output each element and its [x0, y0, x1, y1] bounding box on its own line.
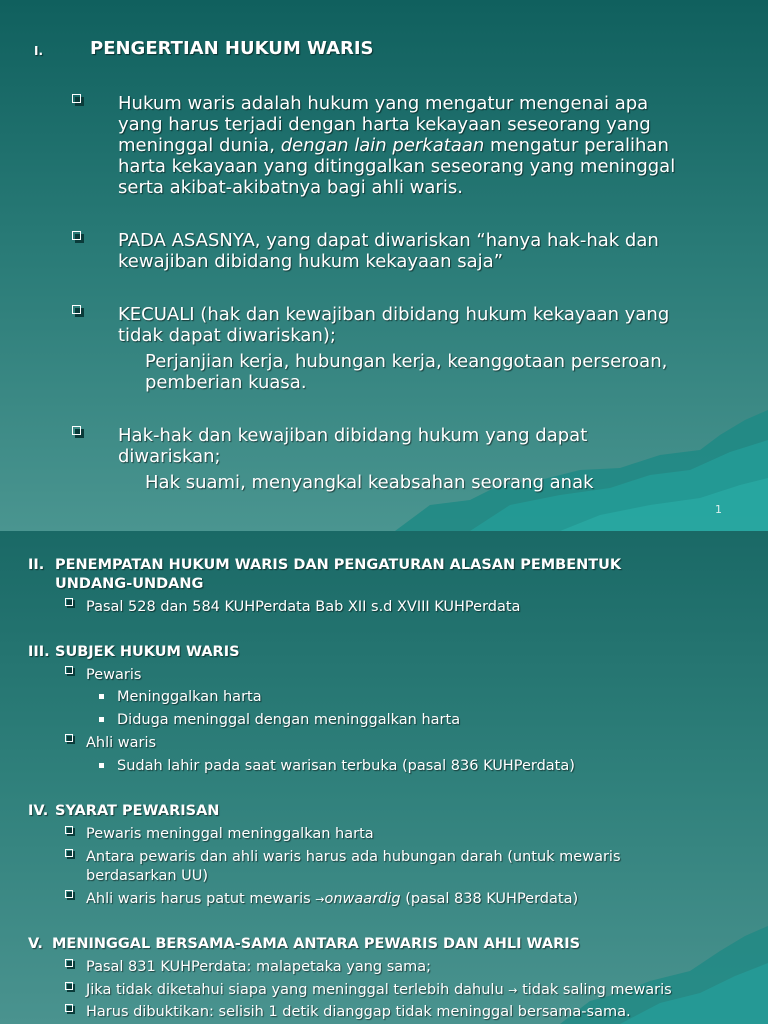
- arrow-icon: →: [508, 984, 518, 997]
- checkbox-bullet-icon: [65, 826, 75, 836]
- bullet-line: yang harus terjadi dengan harta kekayaan seseorang yang: [118, 114, 651, 135]
- checkbox-bullet-icon: [72, 426, 84, 438]
- bullet-line: serta akibat-akibatnya bagi ahli waris.: [118, 177, 463, 198]
- bullet-line: diwariskan;: [118, 446, 221, 467]
- page-number: 1: [715, 503, 722, 516]
- line-text: Ahli waris harus patut mewaris: [86, 891, 316, 907]
- list-item-line: berdasarkan UU): [86, 868, 209, 884]
- section-title: SUBJEK HUKUM WARIS: [55, 644, 240, 660]
- sub-list-item: Diduga meninggal dengan meninggalkan harta: [117, 712, 461, 728]
- bullet-dot-icon: [99, 763, 104, 768]
- bullet-text: [118, 230, 743, 272]
- line-text: meninggal dunia,: [118, 135, 281, 156]
- checkbox-bullet-icon: [65, 959, 75, 969]
- sub-line: pemberian kuasa.: [145, 372, 307, 393]
- checkbox-bullet-icon: [65, 890, 75, 900]
- list-item: [86, 848, 746, 886]
- bullet-dot-icon: [99, 717, 104, 722]
- section-heading: [28, 643, 240, 662]
- sub-list-item: Meninggalkan harta: [117, 689, 262, 705]
- section-title: PENEMPATAN HUKUM WARIS DAN PENGATURAN ALASAN PEMBENTUK: [55, 557, 622, 573]
- checkbox-bullet-icon: [65, 1004, 75, 1014]
- section-number: II.: [28, 557, 45, 573]
- bullet-dot-icon: [99, 694, 104, 699]
- sub-bullet-text: [145, 351, 745, 393]
- section-heading: [28, 802, 219, 821]
- list-item-line: Antara pewaris dan ahli waris harus ada hubungan darah (untuk mewaris: [86, 849, 621, 865]
- list-item: Harus dibuktikan: selisih 1 detik dianggap tidak meninggal bersama-sama.: [86, 1004, 631, 1020]
- checkbox-bullet-icon: [65, 849, 75, 859]
- bullet-line: [118, 135, 743, 156]
- line-text: mengatur peralihan: [484, 135, 669, 156]
- section-heading: [28, 935, 580, 954]
- sub-bullet-text: [145, 472, 745, 493]
- bullet-text: [118, 93, 743, 198]
- line-text: Jika tidak diketahui siapa yang meninggal terlebih dahulu: [86, 982, 509, 998]
- bullet-line: Hak-hak dan kewajiban dibidang hukum yang dapat: [118, 425, 588, 446]
- list-item: Pewaris meninggal meninggalkan harta: [86, 826, 374, 842]
- section-heading: [28, 556, 621, 575]
- checkbox-bullet-icon: [72, 94, 84, 106]
- list-item: Ahli waris: [86, 735, 157, 751]
- list-item: Pasal 528 dan 584 KUHPerdata Bab XII s.d XVIII KUHPerdata: [86, 599, 521, 615]
- list-item: Pewaris: [86, 667, 142, 683]
- list-item: Pasal 831 KUHPerdata: malapetaka yang sama;: [86, 959, 432, 975]
- line-text: (pasal 838 KUHPerdata): [400, 891, 579, 907]
- checkbox-bullet-icon: [65, 734, 75, 744]
- checkbox-bullet-icon: [65, 598, 75, 608]
- italic-text: onwaardig: [324, 891, 401, 907]
- section-title: SYARAT PEWARISAN: [55, 803, 220, 819]
- line-text: tidak saling mewaris: [517, 982, 672, 998]
- checkbox-bullet-icon: [72, 305, 84, 317]
- bullet-line: PADA ASASNYA, yang dapat diwariskan “hanya hak-hak dan: [118, 230, 659, 251]
- bullet-line: kewajiban dibidang hukum kekayaan saja”: [118, 251, 504, 272]
- slide-title: PENGERTIAN HUKUM WARIS: [90, 38, 374, 59]
- section-title: MENINGGAL BERSAMA-SAMA ANTARA PEWARIS DAN AHLI WARIS: [52, 936, 581, 952]
- bullet-line: tidak dapat diwariskan);: [118, 325, 336, 346]
- section-number: IV.: [28, 803, 49, 819]
- bullet-line: harta kekayaan yang ditinggalkan seseorang yang meninggal: [118, 156, 676, 177]
- checkbox-bullet-icon: [65, 982, 75, 992]
- checkbox-bullet-icon: [72, 231, 84, 243]
- bullet-line: KECUALI (hak dan kewajiban dibidang hukum kekayaan yang: [118, 304, 670, 325]
- sub-line: Perjanjian kerja, hubungan kerja, keanggotaan perseroan,: [145, 351, 668, 372]
- sub-list-item: Sudah lahir pada saat warisan terbuka (pasal 836 KUHPerdata): [117, 758, 575, 774]
- section-title-cont: UNDANG-UNDANG: [55, 576, 204, 592]
- sub-line: Hak suami, menyangkal keabsahan seorang anak: [145, 472, 594, 493]
- section-number: V.: [28, 936, 43, 952]
- section-number: III.: [28, 644, 50, 660]
- bullet-text: [118, 425, 743, 467]
- italic-text: dengan lain perkataan: [280, 135, 485, 156]
- list-item: [86, 890, 746, 909]
- arrow-icon: →: [315, 893, 325, 906]
- section-number: I.: [34, 44, 44, 58]
- checkbox-bullet-icon: [65, 666, 75, 676]
- slide-2: [0, 531, 768, 1024]
- list-item: [86, 981, 746, 1000]
- bullet-text: [118, 304, 743, 346]
- bullet-line: Hukum waris adalah hukum yang mengatur mengenai apa: [118, 93, 649, 114]
